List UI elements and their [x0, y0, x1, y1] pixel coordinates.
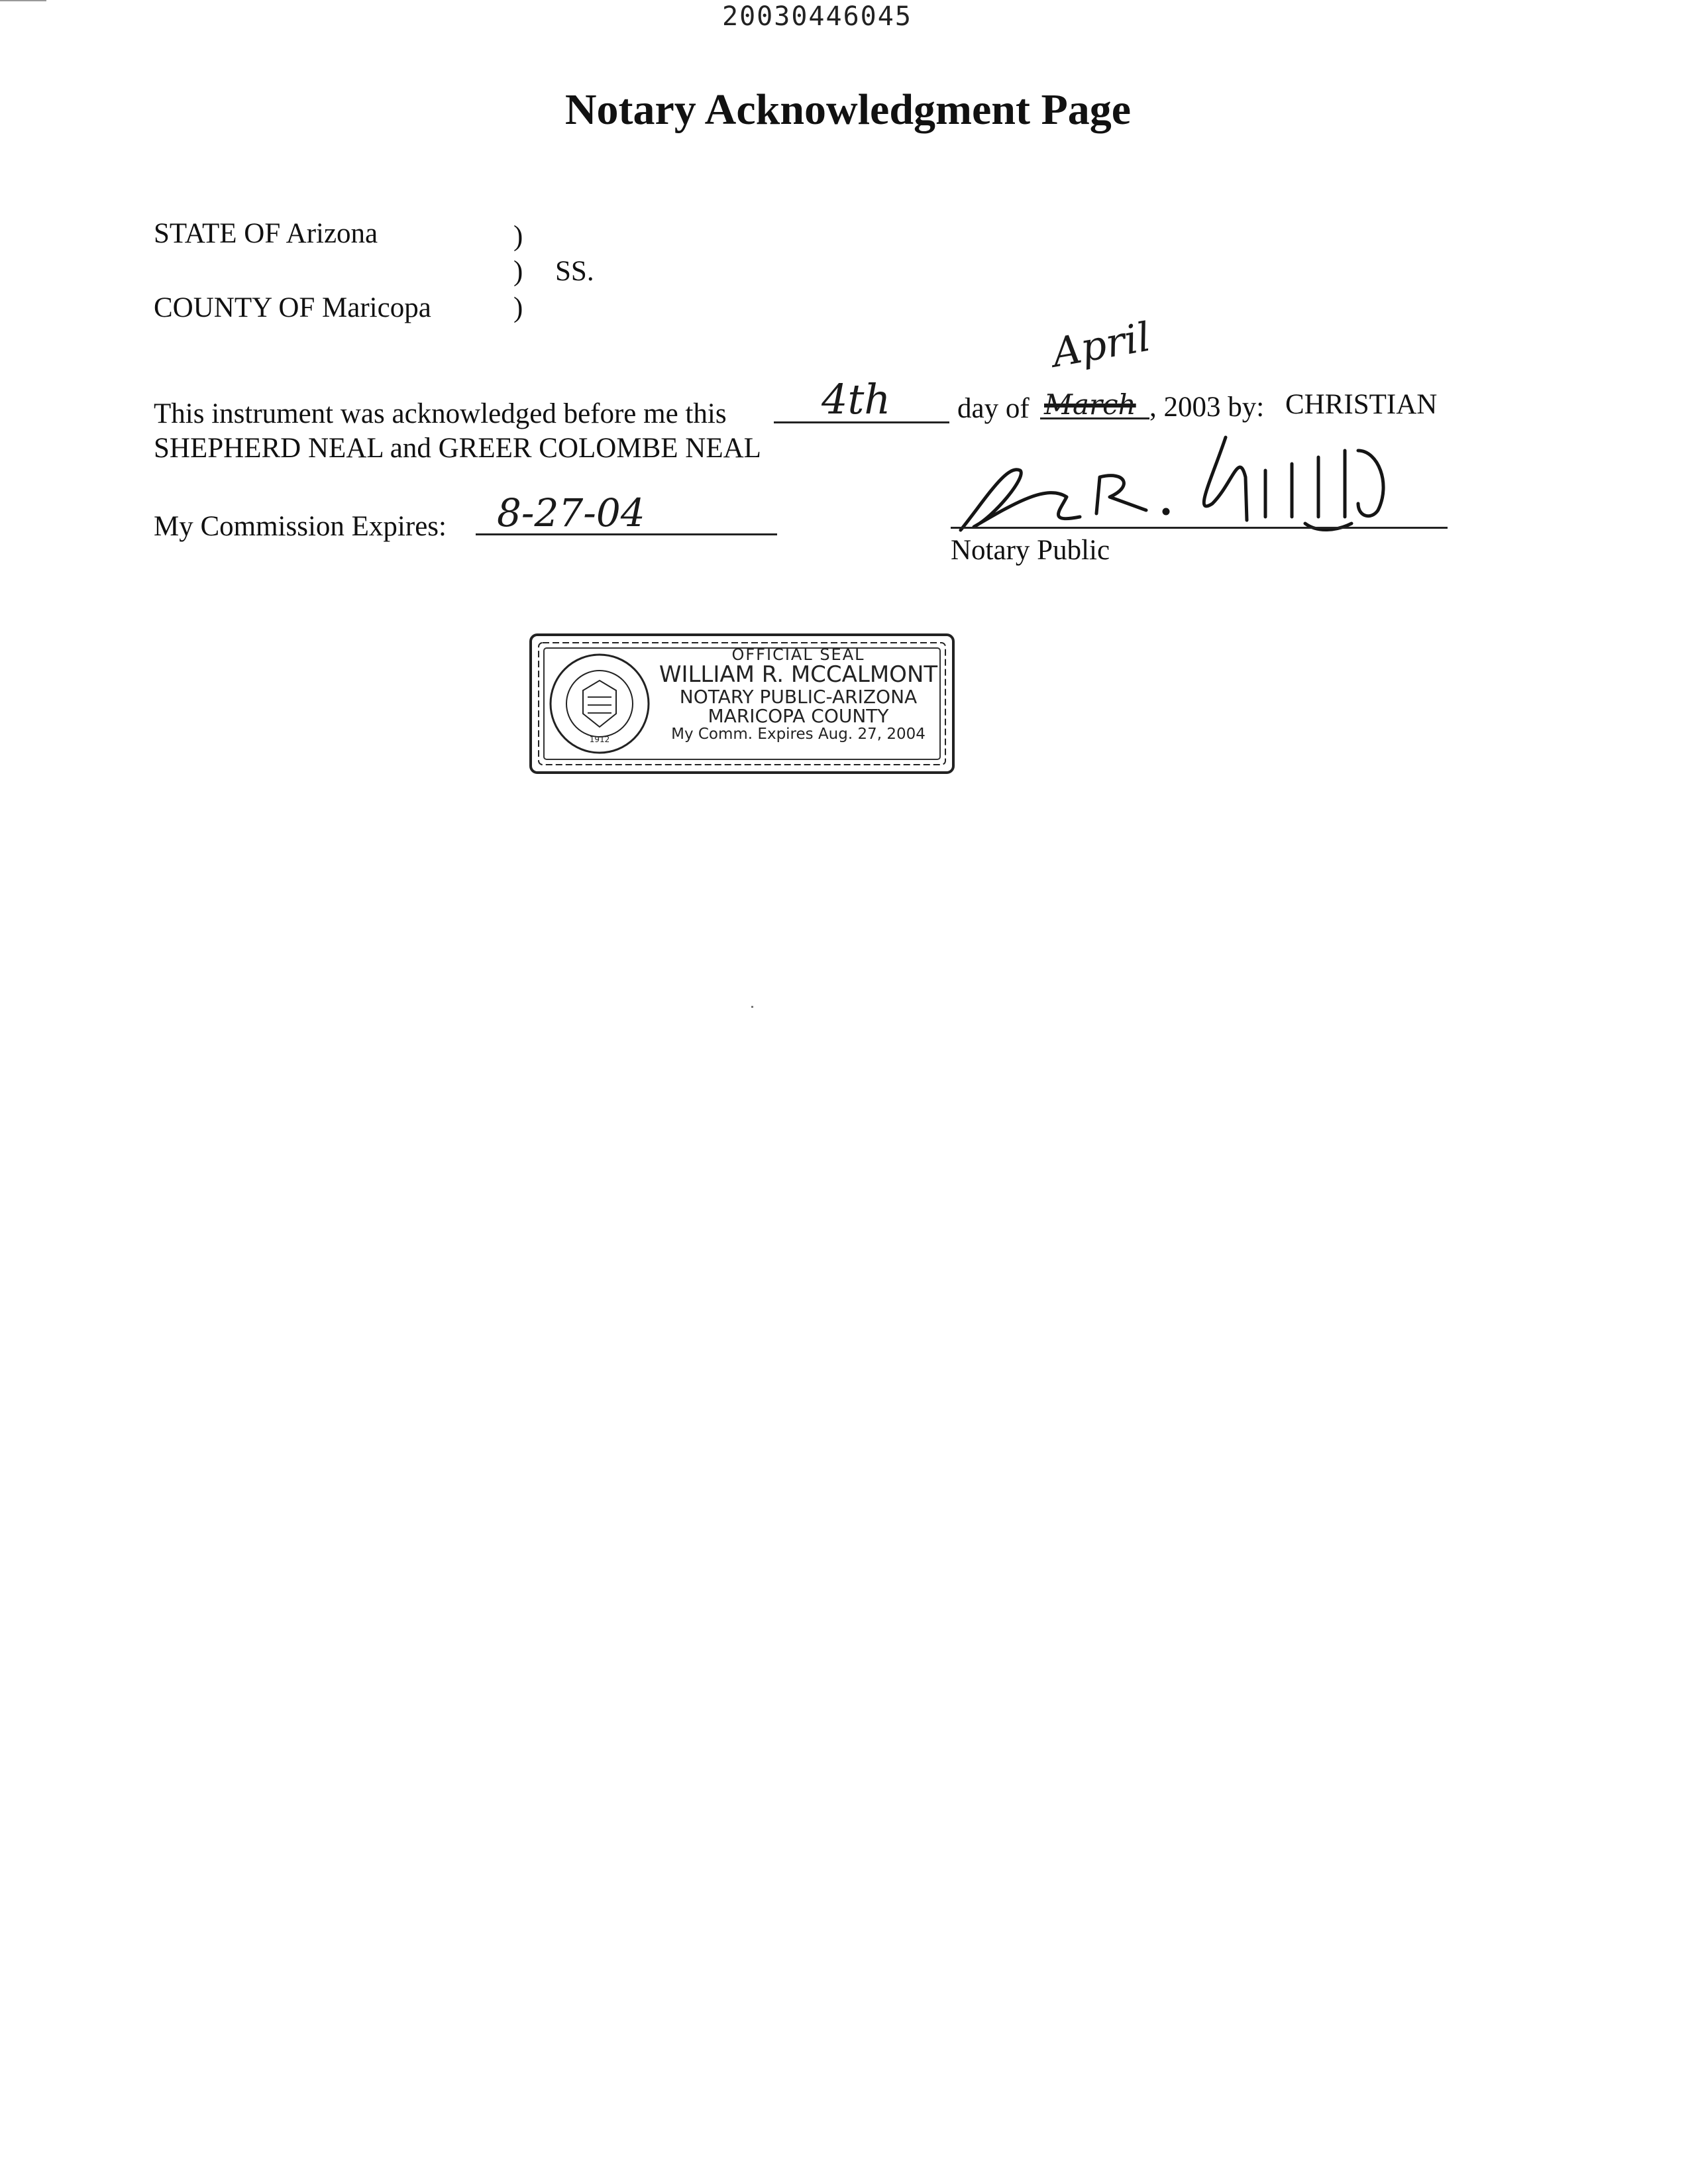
struck-month: March [1044, 388, 1136, 421]
state-emblem-icon [547, 651, 653, 757]
venue-paren-3: ) [513, 292, 523, 323]
scan-speck [751, 1006, 753, 1008]
seal-line-1: OFFICIAL SEAL [731, 645, 865, 664]
ss-label: SS. [555, 256, 594, 287]
seal-line-5: My Comm. Expires Aug. 27, 2004 [671, 725, 926, 743]
scan-edge-mark [0, 0, 46, 1]
seal-line-3: NOTARY PUBLIC-ARIZONA [679, 685, 918, 708]
handwritten-month: April [1049, 313, 1154, 377]
ack-day-of: day of [957, 393, 1030, 424]
notary-signature [947, 424, 1451, 537]
seal-line-4: MARICOPA COUNTY [708, 705, 889, 728]
official-seal-stamp [527, 631, 957, 777]
handwritten-commission-date: 8-27-04 [497, 490, 645, 535]
emblem-year: 1912 [589, 735, 610, 744]
ack-year: , 2003 by: [1149, 392, 1265, 423]
notary-public-caption: Notary Public [951, 535, 1110, 566]
venue-paren-2: ) [513, 256, 523, 287]
signature-line [951, 527, 1448, 529]
state-line: STATE OF Arizona [154, 218, 378, 249]
ack-name-part1: CHRISTIAN [1285, 389, 1438, 420]
seal-line-2: WILLIAM R. MCCALMONT [659, 661, 938, 688]
ack-prefix: This instrument was acknowledged before me this [154, 398, 727, 429]
page-title: Notary Acknowledgment Page [564, 85, 1132, 134]
county-line: COUNTY OF Maricopa [154, 292, 431, 323]
handwritten-day: 4th [822, 375, 891, 423]
venue-paren-1: ) [513, 221, 523, 252]
document-number: 20030446045 [722, 1, 912, 32]
commission-label: My Commission Expires: [154, 511, 447, 542]
ack-name-line2: SHEPHERD NEAL and GREER COLOMBE NEAL [154, 433, 761, 464]
